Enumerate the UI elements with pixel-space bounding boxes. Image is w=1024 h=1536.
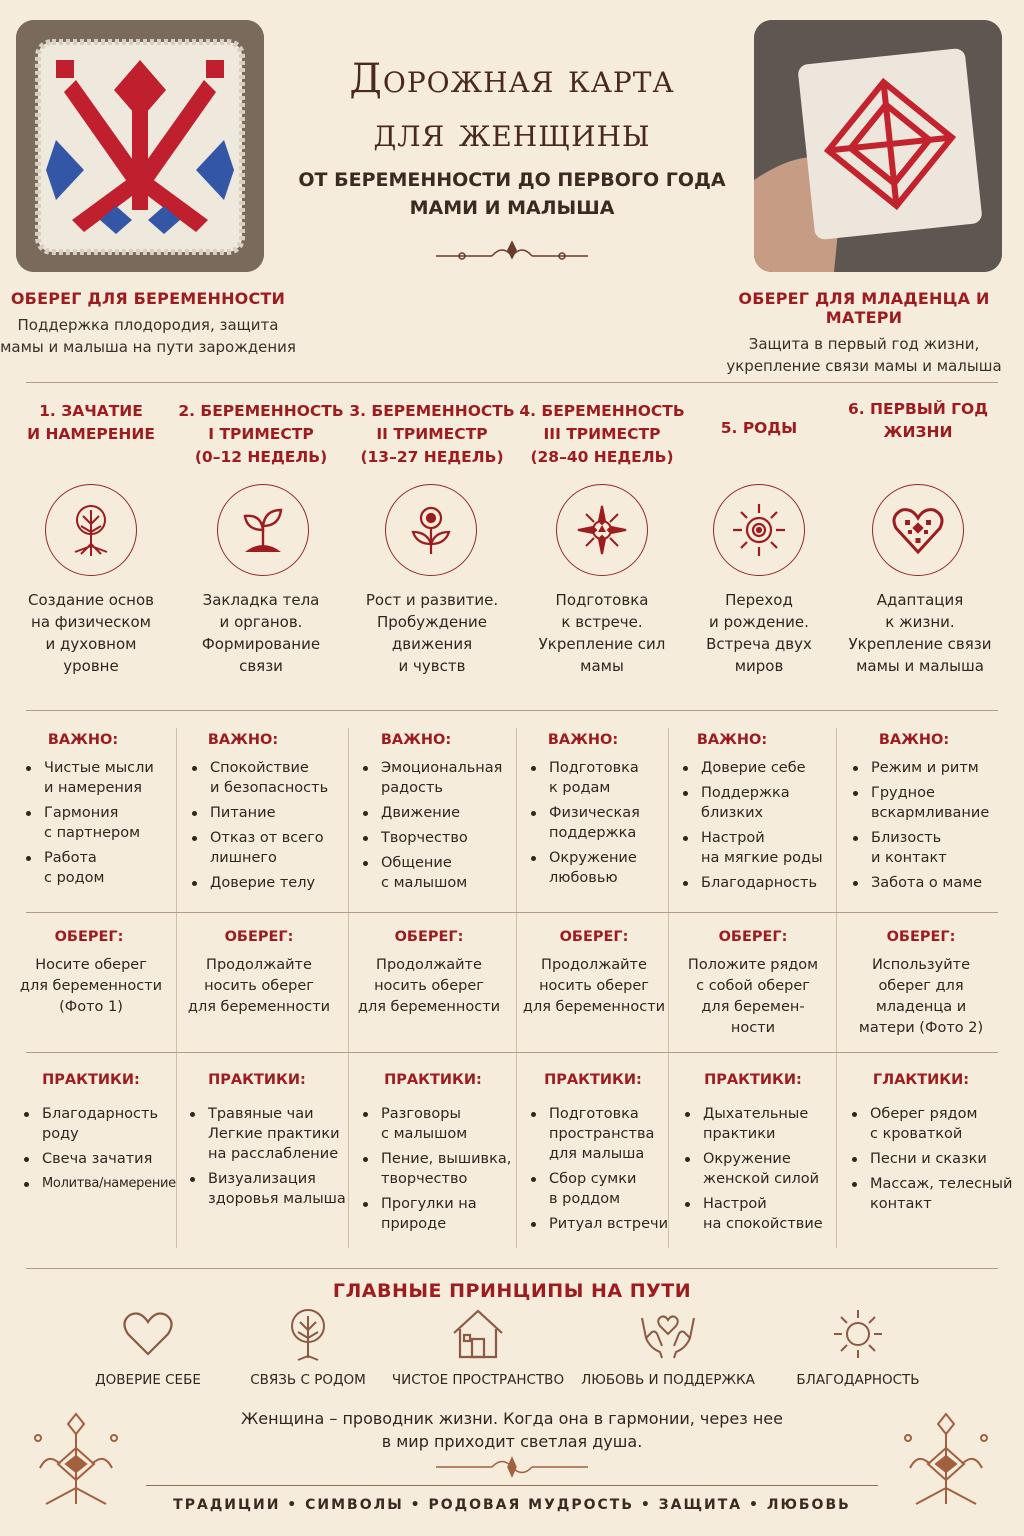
practices-heading: ПРАКТИКИ: <box>544 1072 642 1088</box>
principle-love-support <box>573 1306 763 1388</box>
list-item: Оберег рядом с кроваткой <box>850 1104 1020 1144</box>
list-item: Работа с родом <box>24 848 174 888</box>
principle-gratitude <box>763 1306 953 1388</box>
footer-divider <box>146 1485 878 1486</box>
list-item: Близость и контакт <box>851 828 1011 868</box>
list-item: Травяные чаи Легкие практики на расслабление <box>188 1104 346 1164</box>
list-item: Окружение женской силой <box>683 1149 837 1189</box>
stage-5-description: Переход и рождение. Встреча двух миров <box>706 591 812 675</box>
list-item: Ритуал встречи <box>529 1214 669 1234</box>
footer-text: ТРАДИЦИИ • СИМВОЛЫ • РОДОВАЯ МУДРОСТЬ • ЗАЩИТА • ЛЮБОВЬ <box>173 1497 851 1513</box>
principles-title: ГЛАВНЫЕ ПРИНЦИПЫ НА ПУТИ <box>332 1280 692 1302</box>
list-item: Творчество <box>361 828 517 848</box>
stage-6-title: 6. ПЕРВЫЙ ГОД ЖИЗНИ <box>847 400 989 441</box>
list-item: Свеча зачатия <box>22 1149 178 1169</box>
list-item: Визуализация здоровья малыша <box>188 1169 346 1209</box>
important-heading: ВАЖНО: <box>547 732 619 748</box>
divider <box>26 912 998 913</box>
list-item: Поддержка близких <box>681 783 837 823</box>
list-item: Физическая поддержка <box>529 803 669 843</box>
amulet-text: Используйте оберег для младенца и матери (Фото 2) <box>858 957 984 1036</box>
practices-heading: ПРАКТИКИ: <box>208 1072 306 1088</box>
list-item: Чистые мысли и намерения <box>24 758 174 798</box>
stage-4-title: 4. БЕРЕМЕННОСТЬ III ТРИМЕСТР (28–40 НЕДЕЛЬ) <box>519 402 685 466</box>
divider <box>26 382 998 383</box>
list-item: Настрой на спокойствие <box>683 1194 837 1234</box>
list-item: Подготовка к родам <box>529 758 669 798</box>
stage-1-title: 1. ЗАЧАТИЕ И НАМЕРЕНИЕ <box>27 402 155 443</box>
practices-list <box>850 1104 1020 1219</box>
important-list <box>681 758 837 898</box>
photo-right-title: ОБЕРЕГ ДЛЯ МЛАДЕНЦА И МАТЕРИ <box>738 289 990 327</box>
stage-1-description: Создание основ на физическом и духовном уровне <box>28 591 154 675</box>
amulet-heading: ОБЕРЕГ: <box>718 929 788 945</box>
stage-2-description: Закладка тела и органов. Формирование связи <box>201 591 321 675</box>
list-item: Песни и сказки <box>850 1149 1020 1169</box>
photo-left-caption <box>0 289 296 358</box>
sprout-icon <box>217 484 309 576</box>
list-item: Массаж, телесный контакт <box>850 1174 1020 1214</box>
practices-list <box>188 1104 346 1214</box>
list-item: Дыхательные практики <box>683 1104 837 1144</box>
list-item: Доверие телу <box>190 873 346 893</box>
list-item: Забота о маме <box>851 873 1011 893</box>
closing-text: Женщина – проводник жизни. Когда она в гармонии, через нее в мир приходит светлая душа. <box>241 1409 783 1451</box>
page-title: Дорожная карта для женщины <box>349 56 675 156</box>
practices-heading: ПРАКТИКИ: <box>704 1072 802 1088</box>
list-item: Грудное вскармливание <box>851 783 1011 823</box>
divider <box>26 1268 998 1269</box>
list-item: Окружение любовью <box>529 848 669 888</box>
list-item: Спокойствие и безопасность <box>190 758 346 798</box>
stage-3-title: 3. БЕРЕМЕННОСТЬ II ТРИМЕСТР (13–27 НЕДЕЛЬ) <box>349 402 515 466</box>
amulet-heading: ОБЕРЕГ: <box>224 929 294 945</box>
principle-label: СВЯЗЬ С РОДОМ <box>250 1372 366 1388</box>
practices-list <box>22 1104 178 1199</box>
flower-icon <box>385 484 477 576</box>
divider <box>26 710 998 711</box>
list-item: Настрой на мягкие роды <box>681 828 837 868</box>
practices-heading: ГЛАКТИКИ: <box>872 1072 970 1088</box>
stage-6-description: Адаптация к жизни. Укрепление связи мамы и малыша <box>848 591 992 675</box>
practices-list <box>361 1104 517 1239</box>
important-list <box>190 758 346 898</box>
list-item: Сбор сумки в роддом <box>529 1169 669 1209</box>
list-item: Благодарность роду <box>22 1104 178 1144</box>
important-heading: ВАЖНО: <box>47 732 119 748</box>
important-heading: ВАЖНО: <box>207 732 279 748</box>
list-item: Эмоциональная радость <box>361 758 517 798</box>
tree-icon <box>282 1306 334 1362</box>
principle-label: ЧИСТОЕ ПРОСТРАНСТВО <box>391 1372 565 1388</box>
important-heading: ВАЖНО: <box>878 732 950 748</box>
sun-icon <box>830 1306 886 1362</box>
important-list <box>529 758 669 893</box>
photo-right-caption <box>708 289 1020 377</box>
important-heading: ВАЖНО: <box>380 732 452 748</box>
practices-list <box>683 1104 837 1239</box>
list-item: Доверие себе <box>681 758 837 778</box>
list-item: Разговоры с малышом <box>361 1104 517 1144</box>
important-heading: ВАЖНО: <box>696 732 768 748</box>
photo-left-title: ОБЕРЕГ ДЛЯ БЕРЕМЕННОСТИ <box>10 289 286 308</box>
amulet-text: Продолжайте носить оберег для беременности <box>187 957 331 1015</box>
list-item: Режим и ритм <box>851 758 1011 778</box>
divider <box>26 1052 998 1053</box>
principle-family-bond <box>213 1306 403 1388</box>
important-list <box>361 758 517 898</box>
list-item: Гармония с партнером <box>24 803 174 843</box>
amulet-heading: ОБЕРЕГ: <box>394 929 464 945</box>
list-item: Подготовка пространства для малыша <box>529 1104 669 1164</box>
amulet-heading: ОБЕРЕГ: <box>886 929 956 945</box>
amulet-heading: ОБЕРЕГ: <box>559 929 629 945</box>
amulet-text: Продолжайте носить оберег для беременности <box>357 957 501 1015</box>
list-item: Общение с малышом <box>361 853 517 893</box>
practices-heading: ПРАКТИКИ: <box>384 1072 482 1088</box>
principle-label: ДОВЕРИЕ СЕБЕ <box>95 1372 201 1388</box>
list-item: Отказ от всего лишнего <box>190 828 346 868</box>
photo-right-text: Защита в первый год жизни, укрепление связи мамы и малыша <box>726 335 1002 375</box>
amulet-heading: ОБЕРЕГ: <box>54 929 124 945</box>
list-item: Питание <box>190 803 346 823</box>
stage-3-description: Рост и развитие. Пробуждение движения и чувств <box>365 591 499 675</box>
list-item: Молитва/намерение <box>22 1174 178 1194</box>
hands-heart-icon <box>638 1308 698 1360</box>
practices-list <box>529 1104 669 1239</box>
page-subtitle: ОТ БЕРЕМЕННОСТИ ДО ПЕРВОГО ГОДА МАМИ И МАЛЫША <box>298 169 726 219</box>
bottom-ornament-icon <box>432 1454 592 1480</box>
principle-label: БЛАГОДАРНОСТЬ <box>796 1372 920 1388</box>
photo-left-text: Поддержка плодородия, защита мамы и малыша на пути зарождения <box>0 316 296 356</box>
amulet-text: Положите рядом с собой оберег для беремен- ности <box>687 957 819 1036</box>
list-item: Прогулки на природе <box>361 1194 517 1234</box>
list-item: Движение <box>361 803 517 823</box>
amulet-text: Продолжайте носить оберег для беременности <box>522 957 666 1015</box>
photo-infant-mother-amulet <box>754 20 1002 272</box>
list-item: Благодарность <box>681 873 837 893</box>
heart-ornament-icon <box>872 484 964 576</box>
stage-4-description: Подготовка к встрече. Укрепление сил мамы <box>538 591 666 675</box>
list-item: Пение, вышивка, творчество <box>361 1149 517 1189</box>
important-list <box>24 758 174 893</box>
important-list <box>851 758 1011 898</box>
star-sun-icon <box>556 484 648 576</box>
photo-pregnancy-amulet <box>16 20 264 272</box>
stage-5-title: 5. РОДЫ <box>720 419 798 437</box>
tree-roots-icon <box>45 484 137 576</box>
amulet-text: Носите оберег для беременности (Фото 1) <box>19 957 163 1015</box>
practices-heading: ПРАКТИКИ: <box>42 1072 140 1088</box>
title-ornament-icon <box>432 236 592 272</box>
principle-clean-space <box>383 1306 573 1388</box>
principle-label: ЛЮБОВЬ И ПОДДЕРЖКА <box>581 1372 755 1388</box>
house-icon <box>450 1307 506 1361</box>
stage-2-title: 2. БЕРЕМЕННОСТЬ I ТРИМЕСТР (0–12 НЕДЕЛЬ) <box>178 402 344 466</box>
sun-icon <box>713 484 805 576</box>
heart-icon <box>120 1308 176 1360</box>
